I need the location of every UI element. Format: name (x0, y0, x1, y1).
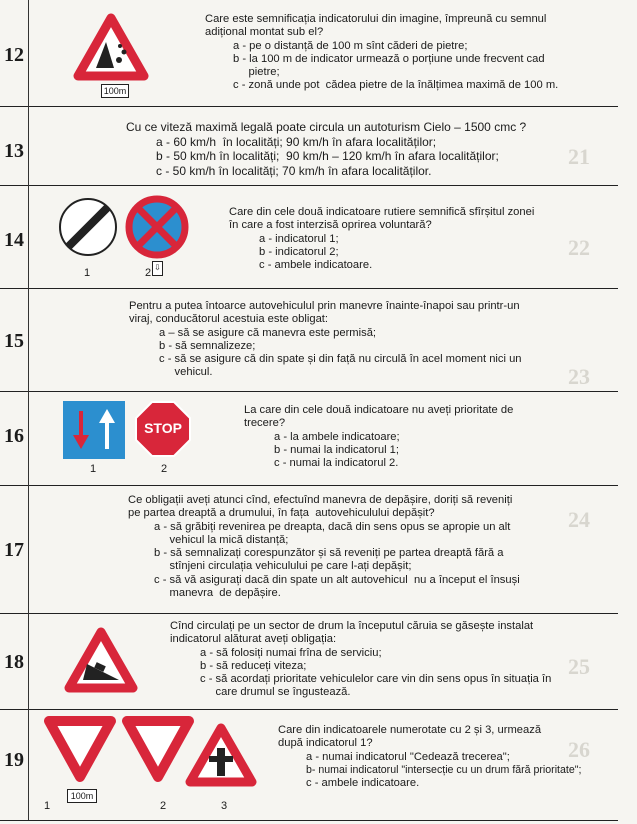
yield-sign-icon (125, 719, 191, 779)
question-text: Cînd circulați pe un sector de drum la începutul căruia se găsește instalat indicatorul alăturat aveți obligația: a - să folosiți numai frîna de serviciu; b - să reduceți viteza; c - să acordați prioritate vehiculelor care vin din sens opus în situația în care drumul se îngustează. (170, 620, 552, 699)
distance-plate: 100m (101, 84, 129, 98)
question-text: Care din cele două indicatoare rutiere semnifică sfîrșitul zonei în care a fost interzisă oprirea voluntară? a - indicatorul 1; b - indicatorul 2; c - ambele indicatoare. (229, 206, 535, 272)
question-number: 12 (4, 44, 24, 66)
question-row-18 (0, 613, 618, 710)
distance-plate: 100m (67, 789, 97, 803)
question-number: 18 (4, 651, 24, 673)
row-divider (28, 485, 29, 613)
ghost-number: 23 (568, 364, 590, 389)
no-stopping-sign-icon (127, 197, 187, 257)
question-row-16 (0, 391, 618, 486)
question-text: Cu ce viteză maximă legală poate circula un autoturism Cielo – 1500 cmc ? a - 60 km/h în localități; 90 km/h în afara localităților; b - 50 km/h în localități; 90 km/h – 120 km/h în afara localităților; c - 50 km/h în localități; 70 km/h în afara localităților. (126, 120, 527, 178)
sign-caption-1: 1 (44, 800, 51, 812)
question-number: 17 (4, 539, 24, 561)
row-divider (28, 0, 29, 106)
question-number: 14 (4, 229, 24, 251)
ghost-number: 25 (568, 654, 590, 679)
question-text: Pentru a putea întoarce autovehiculul prin manevre înainte-înapoi sau printr-un viraj, conducătorul acestuia este obligat: a – să se asigure că manevra este permisă; b - să semnalizeze; c - să se asigure că din spate și din față nu circulă în acel moment nici un vehicul. (129, 300, 522, 379)
question-number: 19 (4, 749, 24, 771)
sign-caption-3: 3 (221, 800, 228, 812)
question-number: 15 (4, 330, 24, 352)
sign-caption-2: 2 (160, 800, 167, 812)
question-text: Ce obligații aveți atunci cînd, efectuînd manevra de depășire, doriți să reveniți pe partea dreaptă a drumului, în fața autovehiculului depășit? a - să grăbiți revenirea pe dreapta, dacă din sens opus se apropie un alt vehicul la mică distanță; b - să semnalizați corespunzător și să reveniți pe partea dreaptă fără a stînjeni circulația vehiculului pe care l-ați depășit; c - să vă asigurați dacă din spate un alt autovehicul nu a început el însuși manevra de depășire. (128, 494, 520, 600)
falling-rocks-sign-icon (76, 16, 146, 78)
stop-sign-text: STOP (144, 420, 182, 436)
row-divider (28, 106, 29, 185)
ghost-number: 22 (568, 235, 590, 260)
question-number: 16 (4, 425, 24, 447)
question-row-13 (0, 106, 618, 186)
question-row-12 (0, 0, 618, 107)
sign-caption-2: 2 (161, 463, 168, 475)
row-divider (28, 185, 29, 288)
row-divider (28, 613, 29, 709)
question-number: 13 (4, 140, 24, 162)
ghost-number: 21 (568, 144, 590, 169)
sign-caption-1: 1 (84, 267, 91, 279)
question-text: La care din cele două indicatoare nu aveți prioritate de trecere? a - la ambele indicatoare; b - numai la indicatorul 1; c - numai la indicatorul 2. (244, 404, 514, 470)
end-of-restrictions-sign-icon (58, 197, 118, 257)
question-row-19 (0, 709, 618, 821)
intersection-minor-road-sign-icon (188, 726, 254, 784)
row-divider (28, 391, 29, 485)
question-row-14 (0, 185, 618, 289)
priority-for-oncoming-sign-icon (63, 401, 125, 459)
ghost-number: 26 (568, 737, 590, 762)
ghost-number: 24 (568, 507, 590, 532)
question-text: Care din indicatoarele numerotate cu 2 și 3, urmează după indicatorul 1? a - numai indicatorul "Cedează trecerea"; b- numai indicatorul "intersecție cu un drum fără prioritate"; c - ambele indicatoare. (278, 724, 582, 790)
question-row-17 (0, 485, 618, 614)
sign-caption-2: 2 (145, 267, 152, 279)
steep-descent-sign-icon (67, 630, 135, 690)
question-text: Care este semnificația indicatorului din imagine, împreună cu semnul adițional montat sub el? a - pe o distanță de 100 m sînt căderi de pietre; b - la 100 m de indicator urmează o porțiune unde frecvent cad pietre; c - zonă unde pot cădea pietre de la înălțimea maximă de 100 m. (205, 13, 559, 92)
sign-caption-1: 1 (90, 463, 97, 475)
row-divider (28, 709, 29, 820)
arrow-plate: ⇩ (152, 261, 163, 276)
question-row-15 (0, 288, 618, 392)
row-divider (28, 288, 29, 391)
yield-sign-icon (47, 719, 113, 779)
